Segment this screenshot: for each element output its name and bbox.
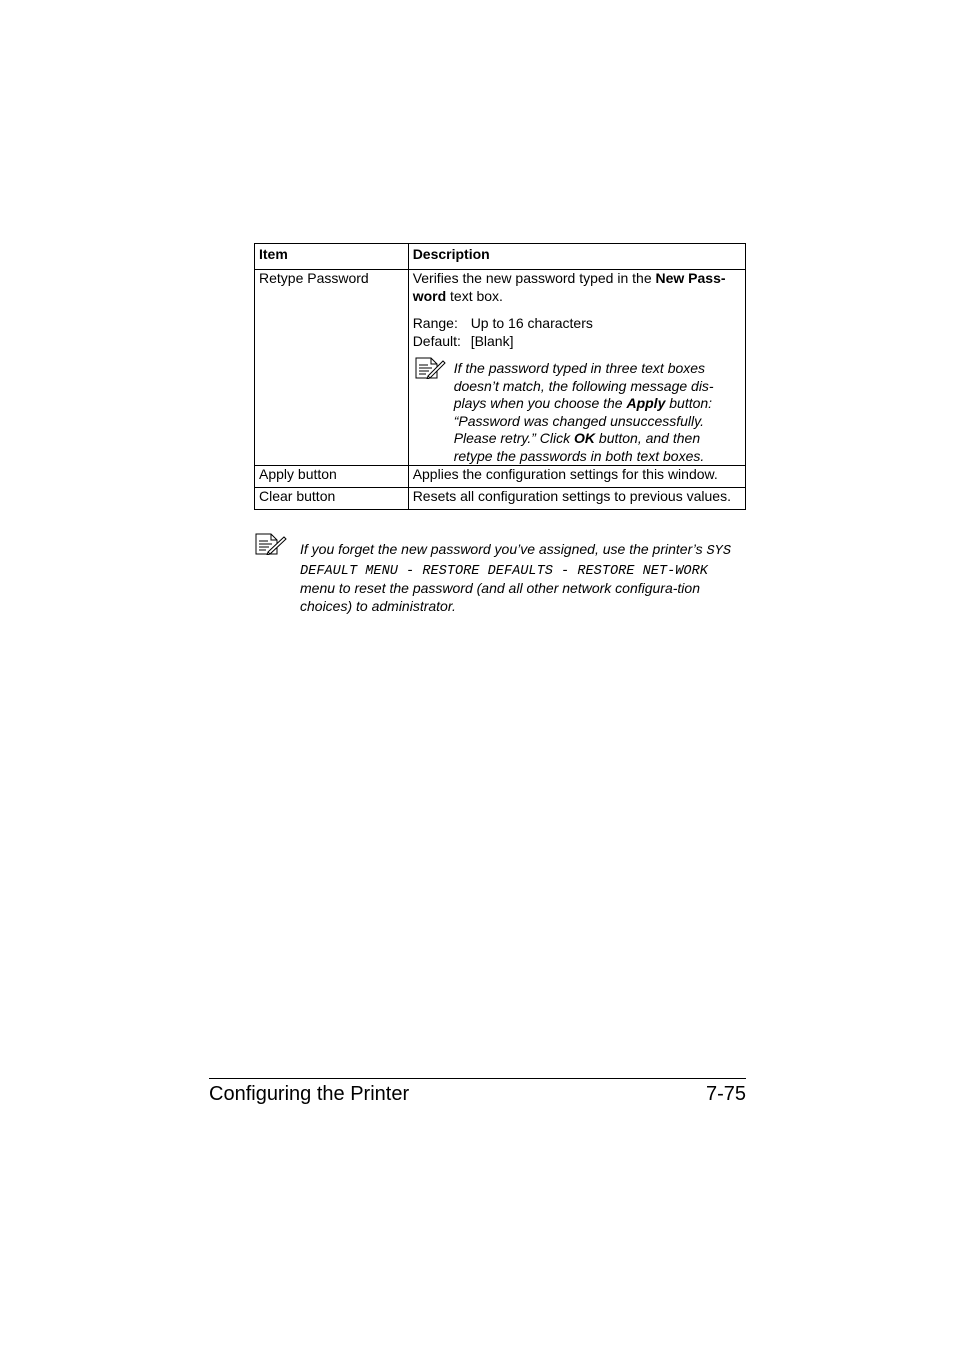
page-note — [300, 541, 746, 615]
note-text-3: button, and then retype the passwords in both text boxes. — [453, 430, 705, 464]
range-label: Range: — [412, 315, 458, 331]
page-note-text: If you forget the new password you’ve assigned, use the printer’s — [300, 541, 707, 557]
row-description-clear-button: Resets all configuration settings to previous values. — [408, 488, 745, 510]
desc-text: Verifies the new password typed in the — [412, 270, 656, 286]
row-description-apply-button: Applies the configuration settings for this window. — [408, 466, 745, 488]
table-header-row — [255, 244, 746, 270]
row-description-retype-password — [408, 270, 745, 466]
description-text — [413, 270, 741, 305]
row-item-retype-password: Retype Password — [255, 270, 409, 466]
page-number: 7-75 — [705, 1083, 746, 1105]
range-default-block — [413, 315, 741, 350]
menu-path: SYS DEFAULT MENU - RESTORE DEFAULTS - RESTORE NET-WORK — [300, 544, 731, 579]
header-item: Item — [255, 244, 409, 270]
desc-text-end: text box. — [446, 287, 503, 304]
row-item-clear-button: Clear button — [255, 488, 409, 510]
note-apply-bold: Apply — [626, 395, 666, 411]
note-text-2: button: “Password was changed unsuccessfully. Please retry.” Click — [453, 395, 713, 446]
footer-divider — [209, 1078, 746, 1079]
note-text: If the password typed in three text boxes doesn’t match, the following message dis-plays when you choose the — [453, 360, 714, 411]
note-pencil-icon — [254, 533, 288, 555]
default-value: [Blank] — [470, 332, 514, 349]
table-row — [255, 466, 746, 488]
table-row — [255, 270, 746, 466]
settings-table — [254, 243, 746, 510]
note-pencil-icon — [414, 357, 446, 379]
footer-section-title: Configuring the Printer — [209, 1083, 410, 1105]
range-value: Up to 16 characters — [470, 315, 593, 331]
note-ok-bold: OK — [574, 430, 596, 446]
desc-bold-field-name: New Pass-word — [412, 270, 726, 304]
row-item-apply-button: Apply button — [255, 466, 409, 488]
default-label: Default: — [412, 332, 461, 349]
header-description: Description — [408, 244, 745, 270]
page-note-text-end: menu to reset the password (and all other network configura-tion choices) to administrator. — [300, 580, 700, 614]
table-note — [413, 360, 741, 465]
table-row — [255, 488, 746, 510]
